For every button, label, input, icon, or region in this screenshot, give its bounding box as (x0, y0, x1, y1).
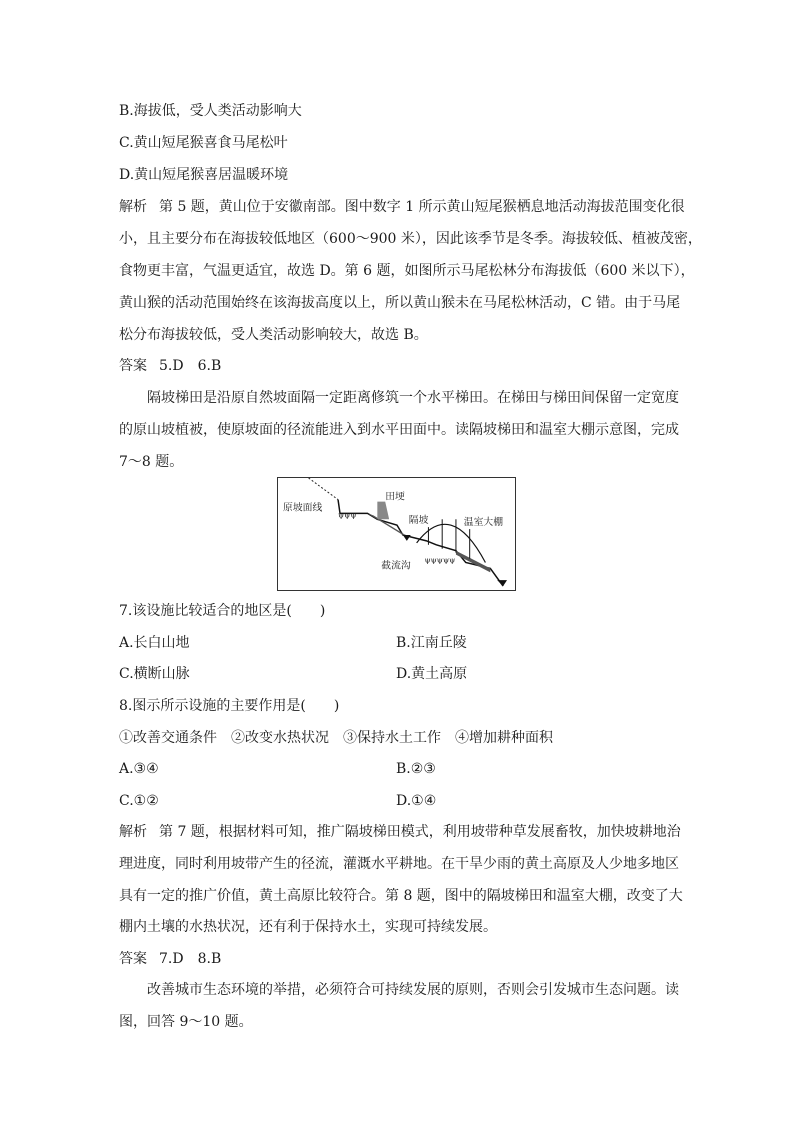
label-ditch: 截流沟 (381, 560, 411, 572)
label-slope-surface: 原坡面线 (283, 502, 323, 514)
analysis-tag: 解析 (119, 824, 147, 840)
q8-option-d: D.①④ (396, 793, 437, 809)
analysis-2-line-2: 理进度，同时利用坡带产生的径流，灌溉水平耕地。在干旱少雨的黄土高原及人少地多地区 (119, 856, 679, 872)
q7-option-d: D.黄土高原 (396, 666, 468, 682)
answer-value: 5.D 6.B (159, 358, 222, 374)
option-c: C.黄山短尾猴喜食马尾松叶 (119, 135, 288, 151)
q8-option-a: A.③④ (119, 761, 159, 777)
analysis-2-line-4: 棚内土壤的水热状况，还有利于保持水土，实现可持续发展。 (119, 919, 497, 935)
q7-stem: 7.该设施比较适合的地区是( ) (119, 603, 326, 619)
q8-option-c: C.①② (119, 793, 159, 809)
ridge-shape (377, 502, 389, 520)
analysis-tag: 解析 (119, 199, 147, 215)
analysis-2-line-1 (119, 822, 681, 842)
q8-stem: 8.图示所示设施的主要作用是( ) (119, 698, 340, 714)
analysis-1-line-3: 食物更丰富，气温更适宜，故选 D。第 6 题，如图所示马尾松林分布海拔低（600 米以下）， (119, 263, 695, 279)
option-d: D.黄山短尾猴喜居温暖环境 (119, 167, 289, 183)
intro-2-line-1: 隔坡梯田是沿原自然坡面隔一定距离修筑一个水平梯田。在梯田与梯田间保留一定宽度 (147, 390, 679, 406)
answer-1 (119, 356, 221, 376)
svg-text:ψψψψψ: ψψψψψ (424, 555, 456, 565)
analysis-1-line-4: 黄山猴的活动范围始终在该海拔高度以上，所以黄山猴未在马尾松林活动，C 错。由于马尾 (119, 295, 681, 311)
intro-3-line-2: 图，回答 9～10 题。 (119, 1014, 253, 1030)
terrace-profile (338, 500, 503, 586)
q7-option-c: C.横断山脉 (119, 666, 190, 682)
ditch-mark-1 (403, 535, 411, 541)
answer-tag: 答案 (119, 358, 147, 374)
q8-option-b: B.②③ (396, 761, 436, 777)
analysis-text: 第 7 题，根据材料可知，推广隔坡梯田模式，利用坡带种草发展畜牧，加快坡耕地治 (159, 824, 681, 840)
q7-option-b: B.江南丘陵 (396, 635, 467, 651)
label-greenhouse: 温室大棚 (463, 517, 504, 529)
q7-option-a: A.长白山地 (119, 635, 190, 651)
intro-3-line-1: 改善城市生态环境的举措，必须符合可持续发展的原则，否则会引发城市生态问题。读 (147, 982, 679, 998)
terrace-diagram (278, 478, 515, 590)
svg-text:ψψψ: ψψψ (338, 510, 357, 520)
q8-items: ①改善交通条件 ②改变水热状况 ③保持水土工作 ④增加耕种面积 (119, 730, 553, 746)
intro-2-line-2: 的原山坡植被，使原坡面的径流能进入到水平田面中。读隔坡梯田和温室大棚示意图，完成 (119, 422, 679, 438)
slope-dashed-line (309, 478, 338, 500)
analysis-2-line-3: 具有一定的推广价值，黄土高原比较符合。第 8 题，图中的隔坡梯田和温室大棚，改变了大 (119, 888, 683, 904)
answer-2 (119, 949, 221, 969)
answer-tag: 答案 (119, 951, 147, 967)
terrace-greenhouse-figure (277, 477, 516, 591)
answer-value: 7.D 8.B (159, 951, 222, 967)
analysis-1-line-1 (119, 197, 685, 217)
option-b: B.海拔低，受人类活动影响大 (119, 103, 302, 119)
analysis-1-line-5: 松分布海拔较低，受人类活动影响较大，故选 B。 (119, 327, 428, 343)
analysis-1-line-2: 小，且主要分布在海拔较低地区（600～900 米），因此该季节是冬季。海拔较低、植被茂密， (119, 231, 702, 247)
label-ridge: 田埂 (385, 491, 405, 503)
label-partition-slope: 隔坡 (408, 515, 429, 527)
intro-2-line-3: 7～8 题。 (119, 454, 184, 470)
analysis-text: 第 5 题，黄山位于安徽南部。图中数字 1 所示黄山短尾猴栖息地活动海拔范围变化很 (159, 199, 685, 215)
